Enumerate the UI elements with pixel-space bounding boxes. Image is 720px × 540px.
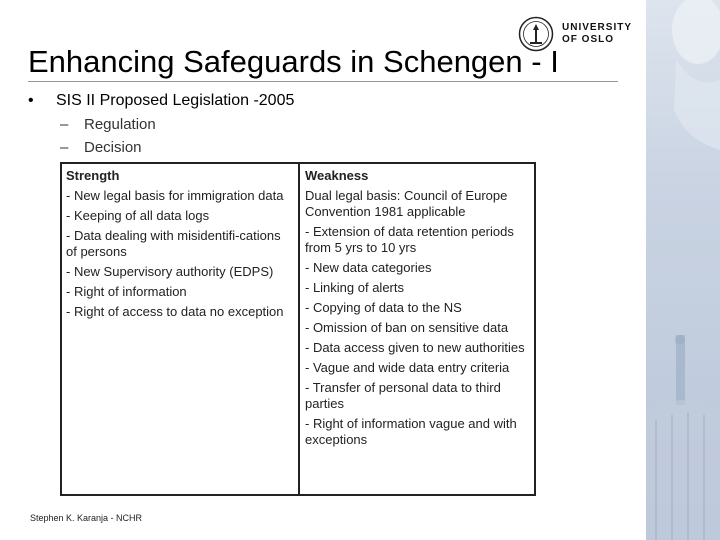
strength-header: Strength: [66, 168, 120, 183]
weakness-item: - Copying of data to the NS: [305, 300, 462, 315]
weakness-item: - Vague and wide data entry criteria: [305, 360, 510, 375]
weakness-header: Weakness: [305, 168, 369, 183]
weakness-column: [305, 168, 533, 452]
university-name: UNIVERSITY OF OSLO: [562, 22, 633, 45]
strength-item: - Keeping of all data logs: [66, 208, 210, 223]
sub-item-text: Decision: [84, 139, 142, 156]
strength-item: - New Supervisory authority (EDPS): [66, 264, 274, 279]
footer-author: Stephen K. Karanja - NCHR: [30, 513, 143, 523]
sub-item: [60, 116, 156, 133]
strength-weakness-table: [60, 162, 536, 496]
sub-item: [60, 139, 142, 156]
decorative-side-panel: [646, 0, 720, 540]
weakness-item: Dual legal basis: Council of Europe Convention 1981 applicable: [305, 188, 508, 219]
strength-item: - New legal basis for immigration data: [66, 188, 284, 203]
strength-item: - Right of information: [66, 284, 187, 299]
title-divider: [28, 81, 618, 82]
weakness-item: - Omission of ban on sensitive data: [305, 320, 509, 335]
weakness-item: - Transfer of personal data to third parties: [305, 380, 501, 411]
strength-item: - Right of access to data no exception: [66, 304, 284, 319]
slide-title: Enhancing Safeguards in Schengen - I: [28, 44, 559, 79]
column-divider: [298, 164, 300, 494]
main-bullet: [28, 92, 294, 110]
strength-item: - Data dealing with misidentifi-cations of persons: [66, 228, 281, 259]
dash-icon: –: [60, 116, 69, 133]
weakness-item: - New data categories: [305, 260, 432, 275]
weakness-item: - Linking of alerts: [305, 280, 404, 295]
bullet-dot-icon: •: [28, 92, 34, 109]
sub-item-text: Regulation: [84, 116, 156, 133]
dash-icon: –: [60, 139, 69, 156]
weakness-item: - Extension of data retention periods from 5 yrs to 10 yrs: [305, 224, 514, 255]
strength-column: [66, 168, 288, 324]
weakness-item: - Data access given to new authorities: [305, 340, 525, 355]
statue-watermark-icon: [646, 0, 720, 540]
main-bullet-text: SIS II Proposed Legislation -2005: [56, 92, 295, 109]
weakness-item: - Right of information vague and with exceptions: [305, 416, 517, 447]
